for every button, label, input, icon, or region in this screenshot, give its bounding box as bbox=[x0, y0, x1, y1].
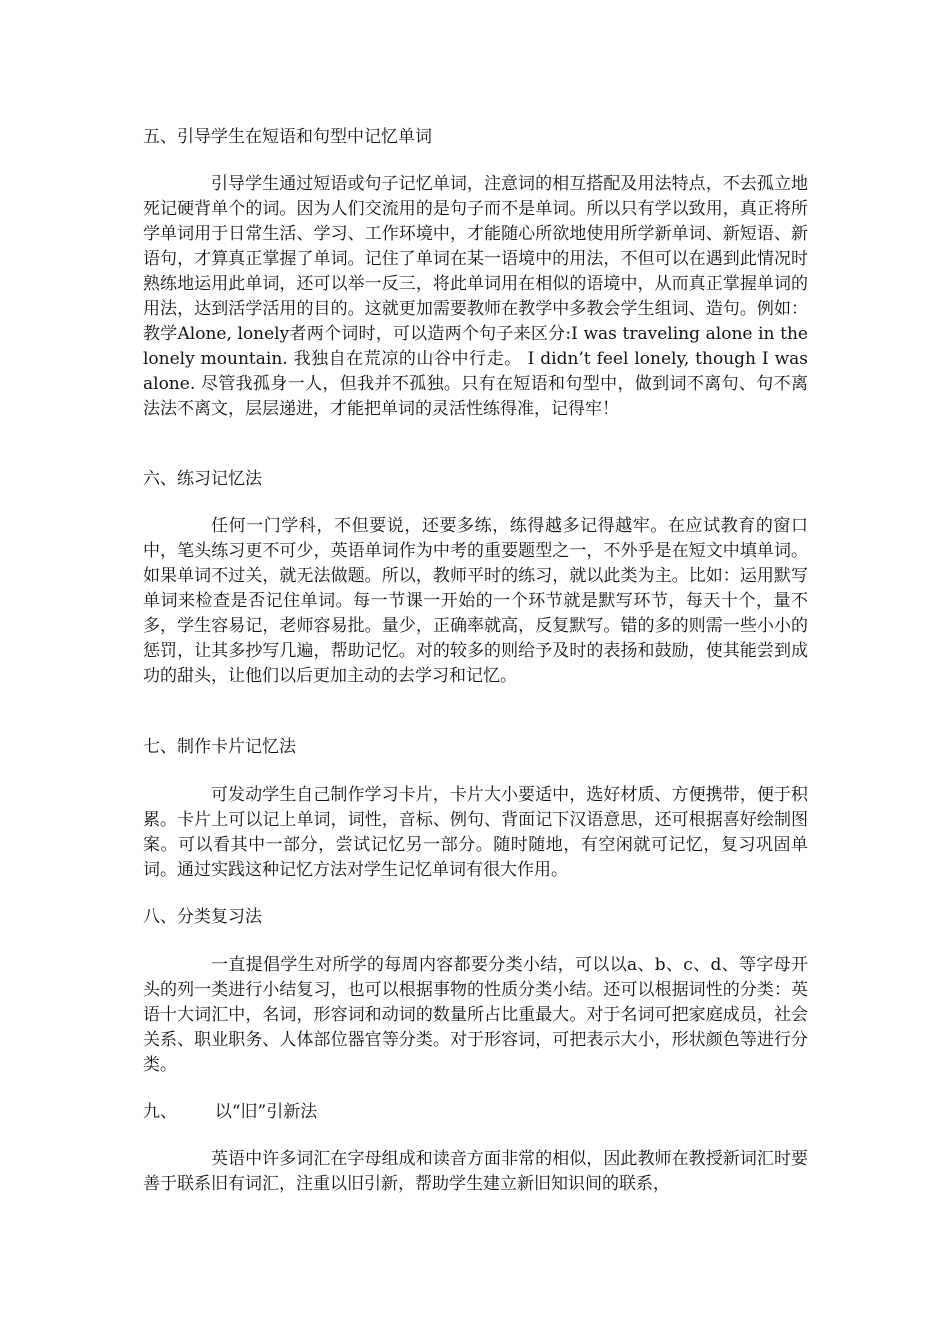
section-heading-5: 五、引导学生在短语和句型中记忆单词 bbox=[143, 127, 432, 147]
section-paragraph-7: 可发动学生自己制作学习卡片，卡片大小要适中，选好材质、方便携带，便于积累。卡片上可以记上单词，词性，音标、例句、背面记下汉语意思，还可根据喜好绘制图案。可以看其中一部分，尝试记忆另一部分。随时随地，有空闲就可记忆，复习巩固单词。通过实践这种记忆方法对学生记忆单词有很大作用。 bbox=[143, 785, 808, 880]
section-heading-9: 九、 以“旧”引新法 bbox=[143, 1102, 318, 1122]
section-heading-6: 六、练习记忆法 bbox=[143, 469, 262, 489]
section-paragraph-9: 英语中许多词汇在字母组成和读音方面非常的相似，因此教师在教授新词汇时要善于联系旧有词汇，注重以旧引新，帮助学生建立新旧知识间的联系， bbox=[143, 1149, 808, 1194]
section-heading-7: 七、制作卡片记忆法 bbox=[143, 737, 296, 757]
section-paragraph-8: 一直提倡学生对所学的每周内容都要分类小结，可以以a、b、c、d、等字母开头的列一类进行小结复习，也可以根据事物的性质分类小结。还可以根据词性的分类：英语十大词汇中，名词，形容词和动词的数量所占比重最大。对于名词可把家庭成员，社会关系、职业职务、人体部位器官等分类。对于形容词，可把表示大小，形状颜色等进行分类。 bbox=[143, 955, 808, 1075]
section-heading-8: 八、分类复习法 bbox=[143, 907, 262, 927]
section-paragraph-6: 任何一门学科，不但要说，还要多练，练得越多记得越牢。在应试教育的窗口中，笔头练习更不可少，英语单词作为中考的重要题型之一，不外乎是在短文中填单词。如果单词不过关，就无法做题。所以，教师平时的练习，就以此类为主。比如：运用默写单词来检查是否记住单词。每一节课一开始的一个环节就是默写环节，每天十个，量不多，学生容易记，老师容易批。量少，正确率就高，反复默写。错的多的则需一些小小的惩罚，让其多抄写几遍，帮助记忆。对的较多的则给予及时的表扬和鼓励，使其能尝到成功的甜头，让他们以后更加主动的去学习和记忆。 bbox=[143, 516, 808, 686]
section-paragraph-5: 引导学生通过短语或句子记忆单词，注意词的相互搭配及用法特点，不去孤立地死记硬背单个的词。因为人们交流用的是句子而不是单词。所以只有学以致用，真正将所学单词用于日常生活、学习、工作环境中，才能随心所欲地使用所学新单词、新短语、新语句，才算真正掌握了单词。记住了单词在某一语境中的用法，不但可以在遇到此情况时熟练地运用此单词，还可以举一反三，将此单词用在相似的语境中，从而真正掌握单词的用法，达到活学活用的目的。这就更加需要教师在教学中多教会学生组词、造句。例如：教学Alone, lonely者两个词时，可以造两个句子来区分:I was traveling alone in the lonely mountain. 我独自在荒凉的山谷中行走。 I didn’t feel lonely, though I was alone. 尽管我孤身一人，但我并不孤独。只有在短语和句型中，做到词不离句、句不离法法不离文，层层递进，才能把单词的灵活性练得准，记得牢！ bbox=[143, 174, 808, 419]
